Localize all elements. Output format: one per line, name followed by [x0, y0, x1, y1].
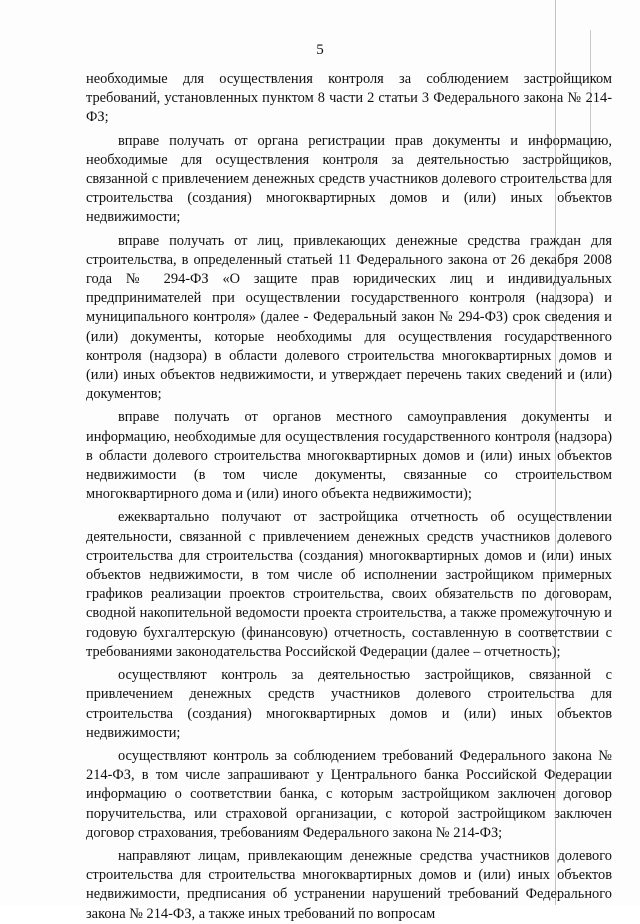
scan-artifact-line: [590, 30, 591, 190]
paragraph: направляют лицам, привлекающим денежные средства участников долевого строительства для строительства многоквартирных домов и (или) иных объектов недвижимости, предписания об устранении нарушений требований Федерального закона № 214-ФЗ, а также иных требований по вопросам: [86, 847, 612, 922]
paragraph: необходимые для осуществления контроля за соблюдением застройщиком требований, установленных пунктом 8 части 2 статьи 3 Федерального закона № 214-ФЗ;: [86, 71, 612, 126]
paragraph: осуществляют контроль за деятельностью застройщиков, связанной с привлечением денежных средств участников долевого строительства для строительства (создания) многоквартирных домов и (или) иных объектов недвижимости;: [86, 667, 612, 741]
paragraph: вправе получать от лиц, привлекающих денежные средства граждан для строительства, в определенный статьей 11 Федерального закона от 26 декабря 2008 года № 294-ФЗ «О защите прав юридических лиц и индивидуальных предпринимателей при осуществлении государственного контроля (надзора) и муниципального контроля» (далее - Федеральный закон № 294-ФЗ) срок сведения и (или) документы, которые необходимы для осуществления государственного контроля (надзора) в области долевого строительства многоквартирных домов и (или) иных объектов недвижимости, и утверждает перечень таких сведений и (или) документов;: [86, 232, 612, 403]
paragraph: вправе получать от органов местного самоуправления документы и информацию, необходимые для осуществления государственного контроля (надзора) в области долевого строительства многоквартирных домов и (или) иных объектов недвижимости (в том числе документы, связанные со строительством многоквартирного дома и (или) иного объекта недвижимости);: [86, 409, 612, 503]
paragraph: ежеквартально получают от застройщика отчетность об осуществлении деятельности, связанной с привлечением денежных средств участников долевого строительства для строительства (создания) многоквартирных домов и (или) иных объектов недвижимости, в том числе об исполнении застройщиком примерных графиков реализации проектов строительства, своих обязательств по договорам, сводной накопительной ведомости проекта строительства, а также промежуточную и годовую бухгалтерскую (финансовую) отчетность, составленную в соответствии с требованиями законодательства Российской Федерации (далее – отчетность);: [86, 509, 612, 660]
paragraph: осуществляют контроль за соблюдением требований Федерального закона № 214-ФЗ, в том числе запрашивают у Центрального банка Российской Федерации информацию о соответствии банка, с которым застройщиком заключен договор поручительства, или страховой организации, с которой застройщиком заключен договор страхования, требованиям Федерального закона № 214-ФЗ;: [86, 747, 612, 841]
page-number: 5: [316, 42, 324, 58]
scan-artifact-line: [555, 0, 556, 905]
paragraph: вправе получать от органа регистрации прав документы и информацию, необходимые для осуществления контроля за деятельностью застройщиков, связанной с привлечением денежных средств участников долевого строительства для строительства (создания) многоквартирных домов и (или) иных объектов недвижимости;: [86, 132, 612, 226]
document-body: [86, 70, 612, 924]
